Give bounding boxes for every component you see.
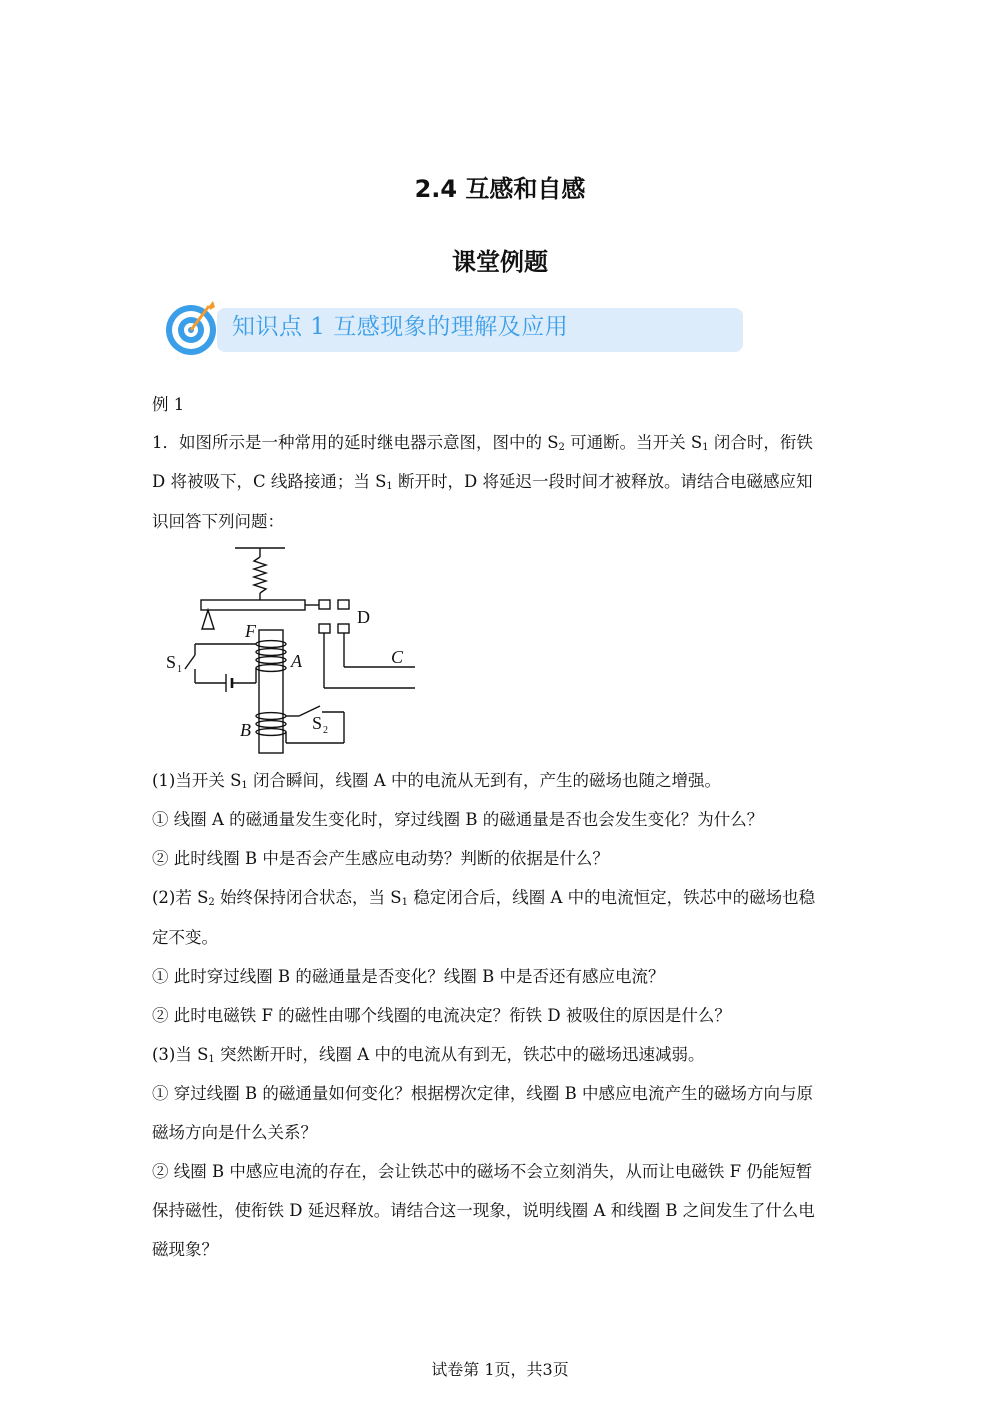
label-c: C	[391, 647, 404, 667]
label-s1-sub: 1	[177, 664, 182, 675]
question-1-b: ② 此时线圈 B 中是否会产生感应电动势？判断的依据是什么？	[152, 849, 609, 868]
question-2-b: ② 此时电磁铁 F 的磁性由哪个线圈的电流决定？衔铁 D 被吸住的原因是什么？	[152, 1006, 731, 1025]
label-s2: S	[312, 713, 323, 733]
question-intro-line-3: 识回答下列问题：	[152, 512, 284, 531]
banner-label: 知识点 1 互感现象的理解及应用	[232, 314, 569, 340]
label-s1: S	[166, 652, 177, 672]
label-f: F	[245, 621, 256, 641]
question-2: (2)若 $S_2$ 始终保持闭合状态，当 $S_1$ 稳定闭合后，线圈 A 中的电流恒定，铁芯中的磁场也稳	[152, 888, 816, 908]
target-icon	[165, 300, 221, 358]
question-2-a: ① 此时穿过线圈 B 的磁通量是否变化？线圈 B 中是否还有感应电流？	[152, 967, 665, 986]
label-a: A	[291, 651, 302, 671]
question-3-a-line-2: 磁场方向是什么关系？	[152, 1123, 317, 1142]
label-d: D	[357, 607, 370, 627]
question-3-b-line-1: ② 线圈 B 中感应电流的存在，会让铁芯中的磁场不会立刻消失，从而让电磁铁 F 仍能短暂	[152, 1162, 813, 1181]
question-intro-line-1: 1．如图所示是一种常用的延时继电器示意图，图中的 $S_2$ 可通断。当开关 $S_1$ 闭合时，衔铁	[152, 433, 813, 453]
pivot	[202, 610, 214, 629]
question-3-a-line-1: ① 穿过线圈 B 的磁通量如何变化？根据楞次定律，线圈 B 中感应电流产生的磁场方向与原	[152, 1084, 813, 1103]
label-b: B	[240, 720, 251, 740]
switch-s1	[185, 655, 195, 669]
spring	[254, 557, 266, 593]
label-s2-sub: 2	[323, 725, 328, 736]
question-3-b-line-3: 磁现象？	[152, 1240, 218, 1259]
question-1: (1)当开关 $S_1$ 闭合瞬间，线圈 A 中的电流从无到有，产生的磁场也随之增强。	[152, 771, 721, 791]
page-footer: 试卷第 1页，共3页	[431, 1360, 569, 1379]
section-banner	[165, 300, 750, 358]
question-2-cont: 定不变。	[152, 928, 218, 947]
lever-arm	[201, 600, 305, 610]
page-subtitle: 课堂例题	[452, 248, 548, 276]
relay-circuit-diagram	[160, 543, 425, 758]
question-3-b-line-2: 保持磁性，使衔铁 D 延迟释放。请结合这一现象，说明线圈 A 和线圈 B 之间发生了什么电	[152, 1201, 815, 1220]
question-intro-line-2: D 将被吸下，C 线路接通；当 $S_1$ 断开时，D 将延迟一段时间才被释放。请结合电磁感应知	[152, 472, 813, 492]
question-3: (3)当 $S_1$ 突然断开时，线圈 A 中的电流从有到无，铁芯中的磁场迅速减弱。	[152, 1045, 705, 1065]
question-1-a: ① 线圈 A 的磁通量发生变化时，穿过线圈 B 的磁通量是否也会发生变化？为什么？	[152, 810, 764, 829]
example-label: 例 1	[152, 395, 185, 414]
page-title: 2.4 互感和自感	[414, 175, 586, 203]
